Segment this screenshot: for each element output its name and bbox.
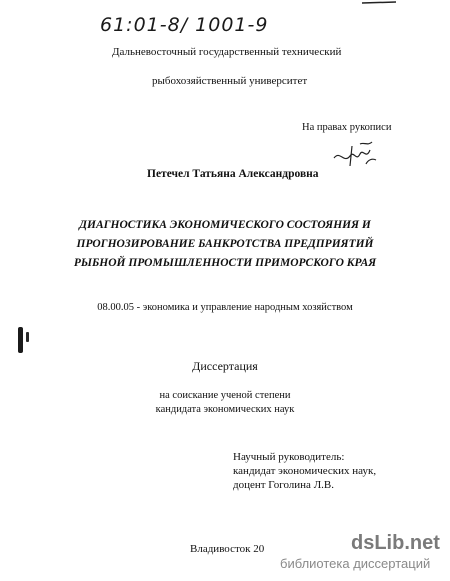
document-type: Диссертация xyxy=(192,359,258,373)
specialty-code: 08.00.05 - экономика и управление народным хозяйством xyxy=(97,302,353,313)
institution-line-2: рыбохозяйственный университет xyxy=(152,75,308,87)
handwritten-signature xyxy=(330,136,380,170)
watermark-logo: dsLib.net xyxy=(351,532,440,554)
institution-line-1: Дальневосточный государственный технический xyxy=(112,46,342,58)
author-name: Петечел Татьяна Александровна xyxy=(147,168,319,180)
watermark-subtitle: библиотека диссертаций xyxy=(280,556,431,571)
handwritten-code: 61:01-8/ 1001-9 xyxy=(100,14,269,36)
title-line-2: ПРОГНОЗИРОВАНИЕ БАНКРОТСТВА ПРЕДПРИЯТИЙ xyxy=(76,238,374,250)
degree-line-2: кандидата экономических наук xyxy=(155,404,295,415)
degree-line-1: на соискание ученой степени xyxy=(159,390,291,401)
supervisor-line-1: Научный руководитель: xyxy=(233,451,345,463)
supervisor-line-3: доцент Гоголина Л.В. xyxy=(233,479,334,491)
title-line-3: РЫБНОЙ ПРОМЫШЛЕННОСТИ ПРИМОРСКОГО КРАЯ xyxy=(73,257,377,269)
scan-speck xyxy=(18,327,23,353)
title-line-1: ДИАГНОСТИКА ЭКОНОМИЧЕСКОГО СОСТОЯНИЯ И xyxy=(79,219,371,231)
city-year: Владивосток 20 xyxy=(190,543,265,555)
supervisor-line-2: кандидат экономических наук, xyxy=(233,465,377,477)
scan-speck xyxy=(26,332,29,342)
corner-ink-mark xyxy=(360,0,400,6)
rights-note: На правах рукописи xyxy=(302,122,392,133)
